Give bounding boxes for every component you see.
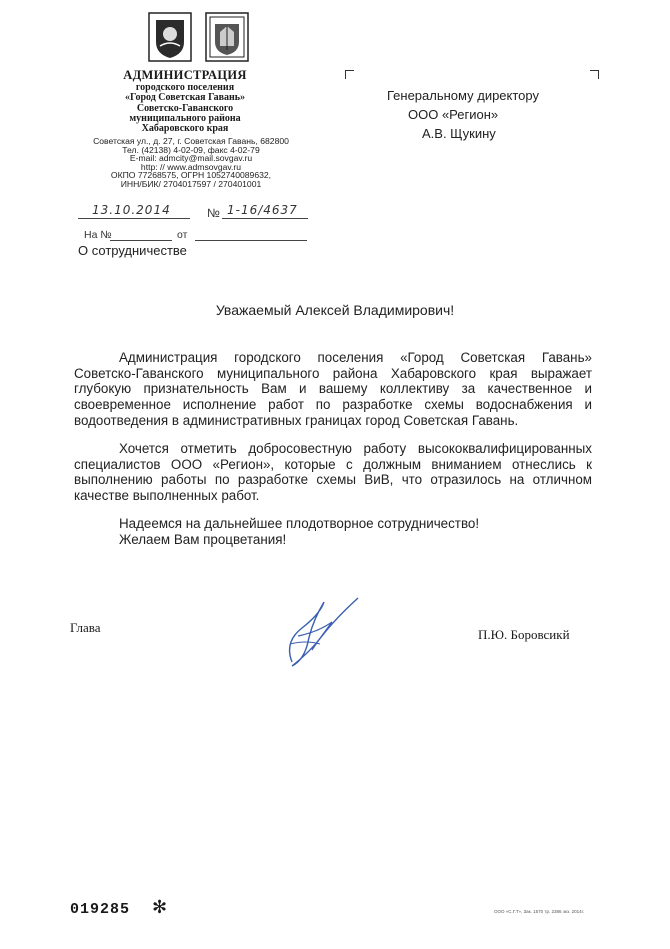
city-coat-of-arms-icon (148, 12, 192, 62)
recipient-company: ООО «Регион» (408, 107, 499, 122)
ref-from-label: от (177, 229, 188, 241)
contact-address: Советская ул., д. 27, г. Советская Гавань, 682800 (93, 136, 289, 146)
ref-label: На № (84, 229, 112, 241)
number-underline (222, 218, 308, 219)
ref-from-underline (195, 240, 307, 241)
org-line: «Город Советская Гавань» (124, 92, 246, 104)
date-underline (78, 218, 190, 219)
signatory-name: П.Ю. Боровсикй (478, 627, 570, 642)
body-paragraph: Желаем Вам процветания! (119, 532, 287, 547)
contact-email: E-mail: admcity@mail.sovgav.ru (129, 153, 253, 164)
address-corner-left (345, 70, 354, 79)
contact-inn: ИНН/БИК/ 2704017597 / 270401001 (120, 178, 262, 189)
ref-underline (110, 240, 172, 241)
handwritten-signature (262, 592, 372, 672)
registration-date: 13.10.2014 (92, 203, 171, 217)
printer-imprint: ООО «С.Г.Т», Зак. 1570 тр. 2386 экз. 2014г. (494, 909, 584, 914)
signatory-title: Глава (70, 620, 101, 635)
regional-coat-of-arms-icon (205, 12, 249, 62)
body-paragraph: Надеемся на дальнейшее плодотворное сотрудничество! (119, 516, 480, 531)
form-serial-number: 019285 (70, 901, 131, 918)
org-title: АДМИНИСТРАЦИЯ (123, 68, 247, 82)
recipient-position: Генеральному директору (387, 88, 539, 103)
salutation: Уважаемый Алексей Владимирович! (215, 302, 455, 318)
org-line: городского поселения (135, 82, 235, 93)
org-line: Хабаровского края (141, 123, 229, 135)
org-line: муниципального района (129, 112, 241, 124)
body-paragraph: Хочется отметить добросовестную работу высококвалифицированных специалистов ООО «Регион», которые с должным вниманием отнеслись к выполнению работы по разработке схемы ВиВ, что отразилось на отличном качестве выполненных работ. (74, 441, 592, 504)
org-name-block (100, 83, 270, 134)
body-paragraph: Администрация городского поселения «Город Советская Гавань» Советско-Гаванского муниципального района Хабаровского края выражает глубокую признательность Вам и вашему коллективу за качественное и своевременное исполнение работ по разработке схемы водоснабжения и водоотведения в административных границах город Советская Гавань. (74, 350, 592, 428)
recipient-name: А.В. Щукину (422, 126, 496, 141)
address-corner-right (590, 70, 599, 79)
org-line: Советско-Гаванского (136, 102, 234, 114)
contact-phone: Тел. (42138) 4-02-09, факс 4-02-79 (122, 144, 260, 155)
org-contacts (92, 137, 290, 189)
number-label: № (207, 206, 220, 220)
contact-website: http: // www.admsovgav.ru (140, 161, 242, 172)
subject-line: О сотрудничестве (78, 243, 187, 258)
contact-okpo: ОКПО 77268575, ОГРН 1052740089632, (110, 170, 272, 181)
registration-number: 1-16/4637 (227, 203, 298, 217)
star-icon: ✻ (152, 897, 168, 918)
